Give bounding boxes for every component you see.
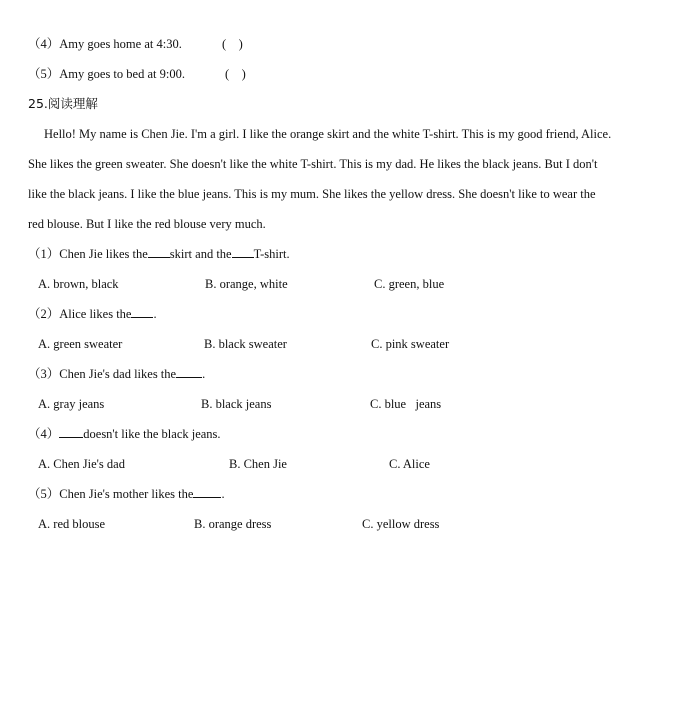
passage-line-1: Hello! My name is Chen Jie. I'm a girl. I like the orange skirt and the white T-shirt. This is my good friend, Alice. <box>44 127 612 141</box>
question-number: （1） <box>28 247 60 261</box>
answer-blank <box>232 246 254 258</box>
option-b: B. Chen Jie <box>229 457 287 471</box>
option-a: A. Chen Jie's dad <box>38 457 125 471</box>
item-number: （5） <box>28 67 60 81</box>
question-text: Chen Jie likes the <box>59 247 148 261</box>
question-2 <box>28 306 157 322</box>
prev-item-5 <box>28 66 185 82</box>
prev-item-4 <box>28 36 182 52</box>
passage-line-3: like the black jeans. I like the blue jeans. This is my mum. She likes the yellow dress. She doesn't like to wear the <box>28 187 596 201</box>
answer-bracket: ( ) <box>222 37 243 51</box>
option-a: A. brown, black <box>38 277 119 291</box>
option-b: B. black sweater <box>204 337 287 351</box>
option-a: A. green sweater <box>38 337 123 351</box>
answer-bracket: ( ) <box>225 67 246 81</box>
answer-blank <box>176 366 202 378</box>
question-number: （4） <box>28 427 60 441</box>
option-c: C. green, blue <box>374 277 445 291</box>
section-title: 25.阅读理解 <box>28 96 98 111</box>
question-3 <box>28 366 205 382</box>
question-text: skirt and the <box>169 247 232 261</box>
item-text: Amy goes to bed at 9:00. <box>59 67 185 81</box>
option-c: C. Alice <box>389 457 430 471</box>
question-number: （5） <box>28 487 60 501</box>
option-a: A. red blouse <box>38 517 105 531</box>
question-1 <box>28 246 290 262</box>
option-c: C. blue jeans <box>370 397 442 411</box>
item-text: Amy goes home at 4:30. <box>59 37 182 51</box>
question-text: . <box>202 367 206 381</box>
answer-blank <box>131 306 153 318</box>
question-text: . <box>221 487 225 501</box>
passage-line-2: She likes the green sweater. She doesn't like the white T-shirt. This is my dad. He likes the black jeans. But I don't <box>28 157 598 171</box>
question-text: . <box>153 307 157 321</box>
answer-blank <box>148 246 170 258</box>
option-b: B. black jeans <box>201 397 272 411</box>
option-c: C. yellow dress <box>362 517 440 531</box>
option-c: C. pink sweater <box>371 337 450 351</box>
option-b: B. orange dress <box>194 517 272 531</box>
item-number: （4） <box>28 37 60 51</box>
option-a: A. gray jeans <box>38 397 105 411</box>
question-5 <box>28 486 225 502</box>
option-b: B. orange, white <box>205 277 288 291</box>
question-number: （2） <box>28 307 60 321</box>
question-text: Chen Jie's dad likes the <box>59 367 177 381</box>
question-text: T-shirt. <box>253 247 290 261</box>
question-text: Alice likes the <box>59 307 132 321</box>
question-text: Chen Jie's mother likes the <box>59 487 194 501</box>
question-number: （3） <box>28 367 60 381</box>
answer-blank <box>59 426 83 438</box>
passage-line-4: red blouse. But I like the red blouse very much. <box>28 217 266 231</box>
answer-blank <box>193 486 221 498</box>
question-text: doesn't like the black jeans. <box>83 427 221 441</box>
question-4 <box>28 426 221 442</box>
